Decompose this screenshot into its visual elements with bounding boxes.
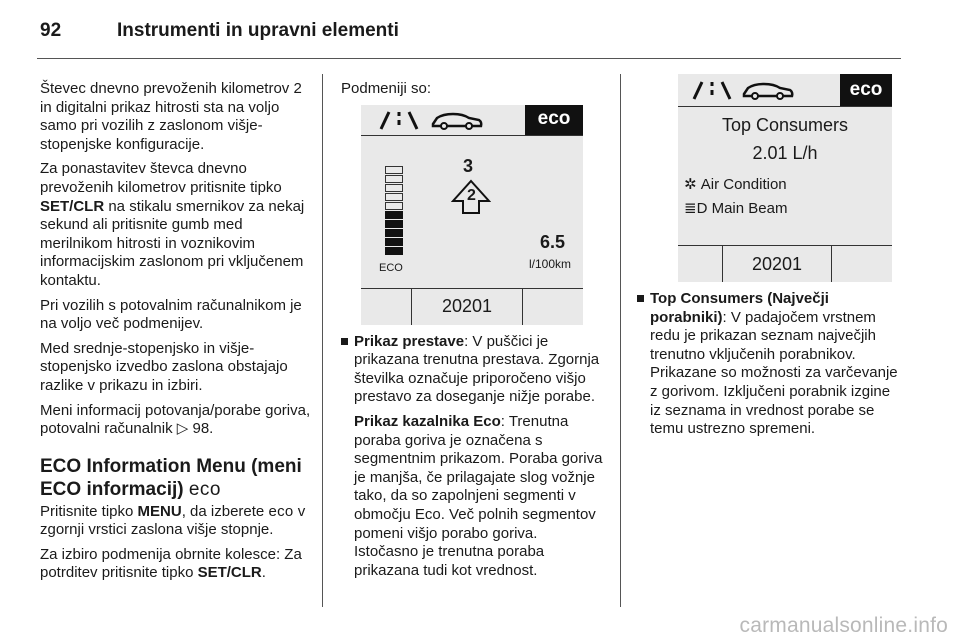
car-icon <box>740 75 796 105</box>
main-beam-icon: ≣D <box>684 200 708 217</box>
paragraph-differences: Med srednje-stopenjsko in višje-stopenjsko izvedbo zaslona obstajajo razlike v prikazu in izbiri. <box>40 339 288 394</box>
paragraph-reset <box>40 160 312 290</box>
text: Pritisnite tipko <box>40 502 138 520</box>
text: Za izbiro podmenija obrnite kolesce: Za potrditev pritisnite tipko <box>40 545 302 582</box>
bullet-gear-display <box>341 333 605 407</box>
key-set-clr: SET/CLR <box>197 564 262 582</box>
watermark: carmanualsonline.info <box>739 614 948 637</box>
eco-segment <box>385 211 403 219</box>
text: , da izberete <box>181 502 269 520</box>
display-title: Top Consumers <box>721 115 849 135</box>
recommended-gear: 3 <box>463 155 474 176</box>
eco-segment <box>385 220 403 228</box>
eco-segment <box>385 193 403 201</box>
reference-arrow-icon: ▷ <box>176 420 189 438</box>
page-reference[interactable]: 98. <box>188 420 214 438</box>
eco-segment <box>385 184 403 192</box>
paragraph-trip-counter: Števec dnevno prevoženih kilometrov 2 in digitalni prikaz hitrosti sta na voljo samo pri vozilih z zaslonom višje-stopenjske konfiguracije. <box>40 80 302 153</box>
trip-value: 20201 <box>411 289 523 325</box>
eco-segment <box>385 175 403 183</box>
sub-title: Prikaz kazalnika Eco <box>354 412 501 430</box>
eco-symbol-icon: eco <box>188 478 221 500</box>
eco-segment <box>385 238 403 246</box>
intro-text: Podmeniji so: <box>341 80 432 97</box>
key-menu: MENU <box>137 502 182 520</box>
eco-symbol-icon: eco <box>268 502 294 520</box>
bullet-icon <box>341 338 348 345</box>
consumer-label: Air Condition <box>700 176 787 193</box>
column-divider-2 <box>620 74 621 607</box>
eco-segment <box>385 247 403 255</box>
page-header <box>37 18 901 59</box>
car-icon <box>429 105 485 135</box>
road-icon <box>377 105 421 135</box>
eco-indicator-paragraph <box>341 413 605 580</box>
bullet-icon <box>637 295 644 302</box>
column-3 <box>637 80 901 439</box>
display-top-bar <box>678 74 892 107</box>
display-bottom-bar <box>678 245 892 282</box>
chapter-title: Instrumenti in upravni elementi <box>117 20 399 41</box>
paragraph-submenus: Pri vozilih s potovalnim računalnikom je na voljo več podmenijev. <box>40 296 302 333</box>
consumer-item-2 <box>684 200 787 219</box>
road-icon <box>690 75 734 105</box>
eco-gear-display <box>361 105 583 325</box>
paragraph-reference <box>40 402 312 439</box>
heading-text: ECO Information Menu (meni ECO informacij) <box>40 455 302 500</box>
page-number: 92 <box>40 20 62 41</box>
eco-tab: eco <box>840 74 892 106</box>
key-set-clr: SET/CLR <box>40 197 105 215</box>
display-top-bar <box>361 105 583 136</box>
eco-segment <box>385 229 403 237</box>
bullet-text: : V puščici je prikazana trenutna prestava. Zgornja številka označuje priporočeno višjo prestavo za doseganje nižje porabe. <box>354 332 600 406</box>
consumer-item-1 <box>684 176 787 195</box>
column-1 <box>40 80 312 589</box>
consumption-unit: l/100km <box>528 256 571 271</box>
consumption-value: 6.5 <box>539 231 565 252</box>
paragraph-select <box>40 546 312 583</box>
eco-segment <box>385 202 403 210</box>
text: . <box>261 564 266 582</box>
section-heading <box>40 455 312 501</box>
fan-icon: ✲ <box>684 176 697 193</box>
sub-text: : Trenutna poraba goriva je označena s segmentnim prikazom. Poraba goriva je manjša, če prilagajate slog vožnje tako, da so zapolnjeni segmenti v območju Eco. Več polnih segmentov pomeni višjo porabo goriva. Istočasno je trenutna poraba prikazana tudi kot vrednost. <box>354 412 603 579</box>
paragraph-menu <box>40 503 312 540</box>
current-gear: 2 <box>467 186 476 204</box>
trip-value: 20201 <box>722 246 832 282</box>
bullet-title: Top Consumers (Največji porabniki) <box>650 290 829 326</box>
consumer-label: Main Beam <box>711 200 788 217</box>
display-value: 2.01 L/h <box>752 143 818 163</box>
text: Meni informacij potovanja/porabe goriva, potovalni računalnik <box>40 401 311 438</box>
eco-label: ECO <box>379 261 403 274</box>
text: Za ponastavitev števca dnevno prevoženih kilometrov pritisnite tipko <box>40 160 282 196</box>
text: na stikalu smernikov za nekaj sekund ali pritisnite gumb med merilnikom hitrosti in voznikovim informacijskim zaslonom pri vključenem kontaktu. <box>40 197 305 289</box>
top-consumers-display <box>678 74 892 282</box>
text: v zgornji vrstici zaslona višje stopnje. <box>40 502 306 539</box>
display-bottom-bar <box>361 288 583 325</box>
eco-tab: eco <box>525 105 583 135</box>
column-2 <box>341 80 605 580</box>
bullet-top-consumers <box>637 290 901 439</box>
bullet-text: : V padajočem vrstnem redu je prikazan seznam največjih trenutno vključenih porabnikov. Prikazane so možnosti za varčevanje z gorivom. Izključeni porabnik izgine iz seznama in vrednost porabe se temu ustrezno spremeni. <box>650 308 898 438</box>
column-divider-1 <box>322 74 323 607</box>
eco-segment <box>385 166 403 174</box>
bullet-title: Prikaz prestave <box>354 332 465 350</box>
